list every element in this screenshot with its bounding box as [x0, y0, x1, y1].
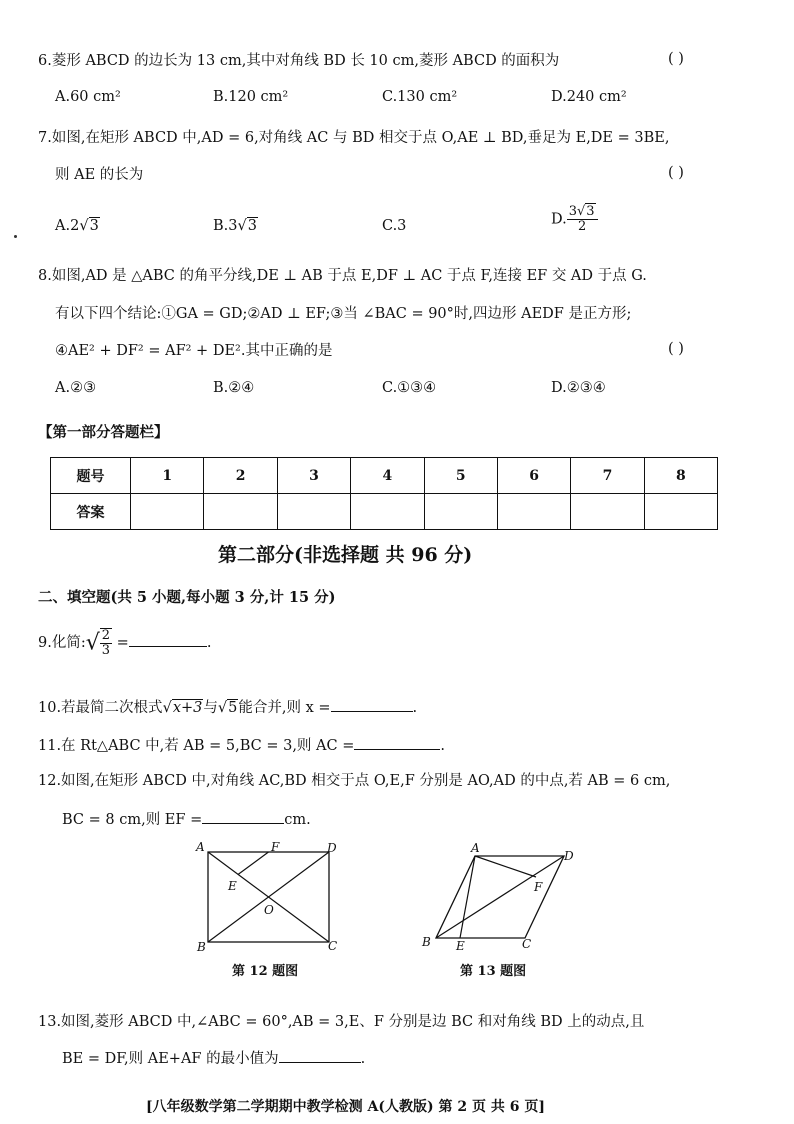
- q13-answer-blank[interactable]: [279, 1048, 361, 1063]
- q10-radicand-2: 5: [228, 700, 238, 716]
- answer-table-number: 5: [424, 458, 497, 494]
- q7-stem-line2: 则 AE 的长为: [55, 167, 144, 183]
- answer-cell[interactable]: [131, 494, 204, 530]
- q8-stem-line3: ④AE² + DF² = AF² + DE².其中正确的是: [55, 343, 333, 359]
- answer-table: [50, 457, 718, 530]
- q7-option-a-coef: A.2: [55, 218, 80, 234]
- q7-option-c: C.3: [382, 218, 407, 234]
- q6-answer-paren: ( ): [668, 51, 684, 67]
- part2-title: 第二部分(非选择题 共 96 分): [218, 544, 473, 566]
- q7-option-a: A.2√3: [55, 218, 99, 234]
- q12-line2-prefix: BC = 8 cm,则 EF =: [62, 812, 203, 828]
- answer-table-answer-row: [51, 494, 718, 530]
- q10-answer-blank[interactable]: [331, 697, 413, 712]
- q13-stem-line2: [62, 1047, 365, 1068]
- q7-option-b-coef: B.3: [213, 218, 238, 234]
- q6-option-a: A.60 cm²: [55, 89, 121, 105]
- fig12-caption: 第 12 题图: [232, 964, 299, 979]
- q8-option-a: A.②③: [55, 380, 97, 396]
- answer-table-number: 8: [644, 458, 717, 494]
- q10-prefix: 10.若最简二次根式: [38, 700, 163, 716]
- q12-unit: cm.: [284, 812, 311, 828]
- q8-stem-line1: 8.如图,AD 是 △ABC 的角平分线,DE ⊥ AB 于点 E,DF ⊥ AC 于点 F,连接 EF 交 AD 于点 G.: [38, 268, 647, 284]
- q7-option-a-radicand: 3: [89, 218, 99, 234]
- q6-option-c: C.130 cm²: [382, 89, 458, 105]
- q9-fraction: $\frac{2}{3}$: [101, 628, 111, 658]
- answer-cell[interactable]: [277, 494, 350, 530]
- q8-option-d: D.②③④: [551, 380, 606, 396]
- answer-table-number: 2: [204, 458, 277, 494]
- q7-option-d-prefix: D.: [551, 211, 567, 228]
- answer-table-number-row: [51, 458, 718, 494]
- fig12-segment-ef: [238, 852, 269, 875]
- q7-answer-paren: ( ): [668, 165, 684, 181]
- q7-stem-line1: 7.如图,在矩形 ABCD 中,AD = 6,对角线 AC 与 BD 相交于点 O,AE ⊥ BD,垂足为 E,DE = 3BE,: [38, 130, 670, 146]
- q8-stem-line2: 有以下四个结论:①GA = GD;②AD ⊥ EF;③当 ∠BAC = 90°时,四边形 AEDF 是正方形;: [55, 306, 632, 322]
- answer-table-row-label: 答案: [51, 494, 131, 530]
- page-footer: [八年级数学第二学期期中教学检测 A(人教版) 第 2 页 共 6 页]: [146, 1099, 545, 1115]
- q10-suffix: 能合并,则 x =: [238, 700, 331, 716]
- q12-answer-blank[interactable]: [202, 809, 284, 824]
- q12-stem-line2: [62, 808, 311, 829]
- fig13-caption: 第 13 题图: [460, 964, 527, 979]
- fig12-label-d: D: [327, 841, 337, 855]
- q13-period: .: [360, 1051, 366, 1067]
- fig13-label-b: B: [422, 935, 431, 949]
- answer-section-title: 【第一部分答题栏】: [38, 424, 169, 441]
- q8-option-c: C.①③④: [382, 380, 437, 396]
- answer-cell[interactable]: [497, 494, 570, 530]
- q10-period: .: [412, 700, 418, 716]
- q9-answer-blank[interactable]: [129, 632, 207, 647]
- figure-13: [418, 840, 588, 955]
- q10-mid: 与: [203, 700, 218, 716]
- fig13-label-f: F: [534, 880, 543, 894]
- q6-stem: 6.菱形 ABCD 的边长为 13 cm,其中对角线 BD 长 10 cm,菱形 ABCD 的面积为: [38, 53, 560, 69]
- q11: [38, 734, 445, 755]
- q9: 9.化简:√ $\frac{2}{3}$ = .: [38, 628, 212, 658]
- answer-table-number: 7: [571, 458, 644, 494]
- answer-table-number: 4: [351, 458, 424, 494]
- fig13-label-d: D: [564, 849, 574, 863]
- fig12-label-b: B: [197, 940, 206, 954]
- q7-option-b: B.3√3: [213, 218, 257, 234]
- q8-option-b: B.②④: [213, 380, 255, 396]
- q11-answer-blank[interactable]: [354, 735, 440, 750]
- answer-table-row-label: 题号: [51, 458, 131, 494]
- answer-table-number: 1: [131, 458, 204, 494]
- q10-radicand-1: x+3: [172, 700, 203, 716]
- q11-stem: 11.在 Rt△ABC 中,若 AB = 5,BC = 3,则 AC =: [38, 738, 355, 754]
- q8-answer-paren: ( ): [668, 341, 684, 357]
- q10: 10.若最简二次根式√x+3与√5能合并,则 x = .: [38, 696, 417, 717]
- answer-cell[interactable]: [204, 494, 277, 530]
- fig13-label-e: E: [456, 939, 465, 953]
- answer-cell[interactable]: [424, 494, 497, 530]
- fig12-label-e: E: [228, 879, 237, 893]
- q7-option-d-fraction: $\frac{3√3}{2}$: [567, 205, 598, 234]
- q9-period: .: [206, 635, 212, 651]
- fig13-label-a: A: [471, 841, 480, 855]
- fig13-segment-ae: [460, 856, 475, 938]
- fig12-label-a: A: [196, 840, 205, 854]
- answer-cell[interactable]: [571, 494, 644, 530]
- section2-title: 二、填空题(共 5 小题,每小题 3 分,计 15 分): [38, 589, 336, 606]
- fig12-label-c: C: [328, 939, 338, 953]
- q7-option-b-radicand: 3: [247, 218, 257, 234]
- q6-option-d: D.240 cm²: [551, 89, 627, 105]
- q6-option-b: B.120 cm²: [213, 89, 289, 105]
- q13-line2-prefix: BE = DF,则 AE+AF 的最小值为: [62, 1051, 279, 1067]
- q12-stem-line1: 12.如图,在矩形 ABCD 中,对角线 AC,BD 相交于点 O,E,F 分别是 AO,AD 的中点,若 AB = 6 cm,: [38, 773, 671, 789]
- stray-dot: [14, 235, 17, 238]
- answer-cell[interactable]: [644, 494, 717, 530]
- fig12-label-o: O: [264, 903, 274, 917]
- answer-table-number: 3: [277, 458, 350, 494]
- q11-period: .: [440, 738, 445, 754]
- q9-prefix: 9.化简:: [38, 635, 86, 651]
- answer-table-number: 6: [497, 458, 570, 494]
- q7-option-d: [551, 205, 598, 234]
- fig12-label-f: F: [271, 840, 280, 854]
- q9-equals: =: [116, 635, 129, 651]
- answer-cell[interactable]: [351, 494, 424, 530]
- fig13-segment-af: [475, 856, 536, 877]
- figure-12: [195, 840, 355, 955]
- q13-stem-line1: 13.如图,菱形 ABCD 中,∠ABC = 60°,AB = 3,E、F 分别是边 BC 和对角线 BD 上的动点,且: [38, 1014, 645, 1030]
- fig13-label-c: C: [522, 937, 532, 951]
